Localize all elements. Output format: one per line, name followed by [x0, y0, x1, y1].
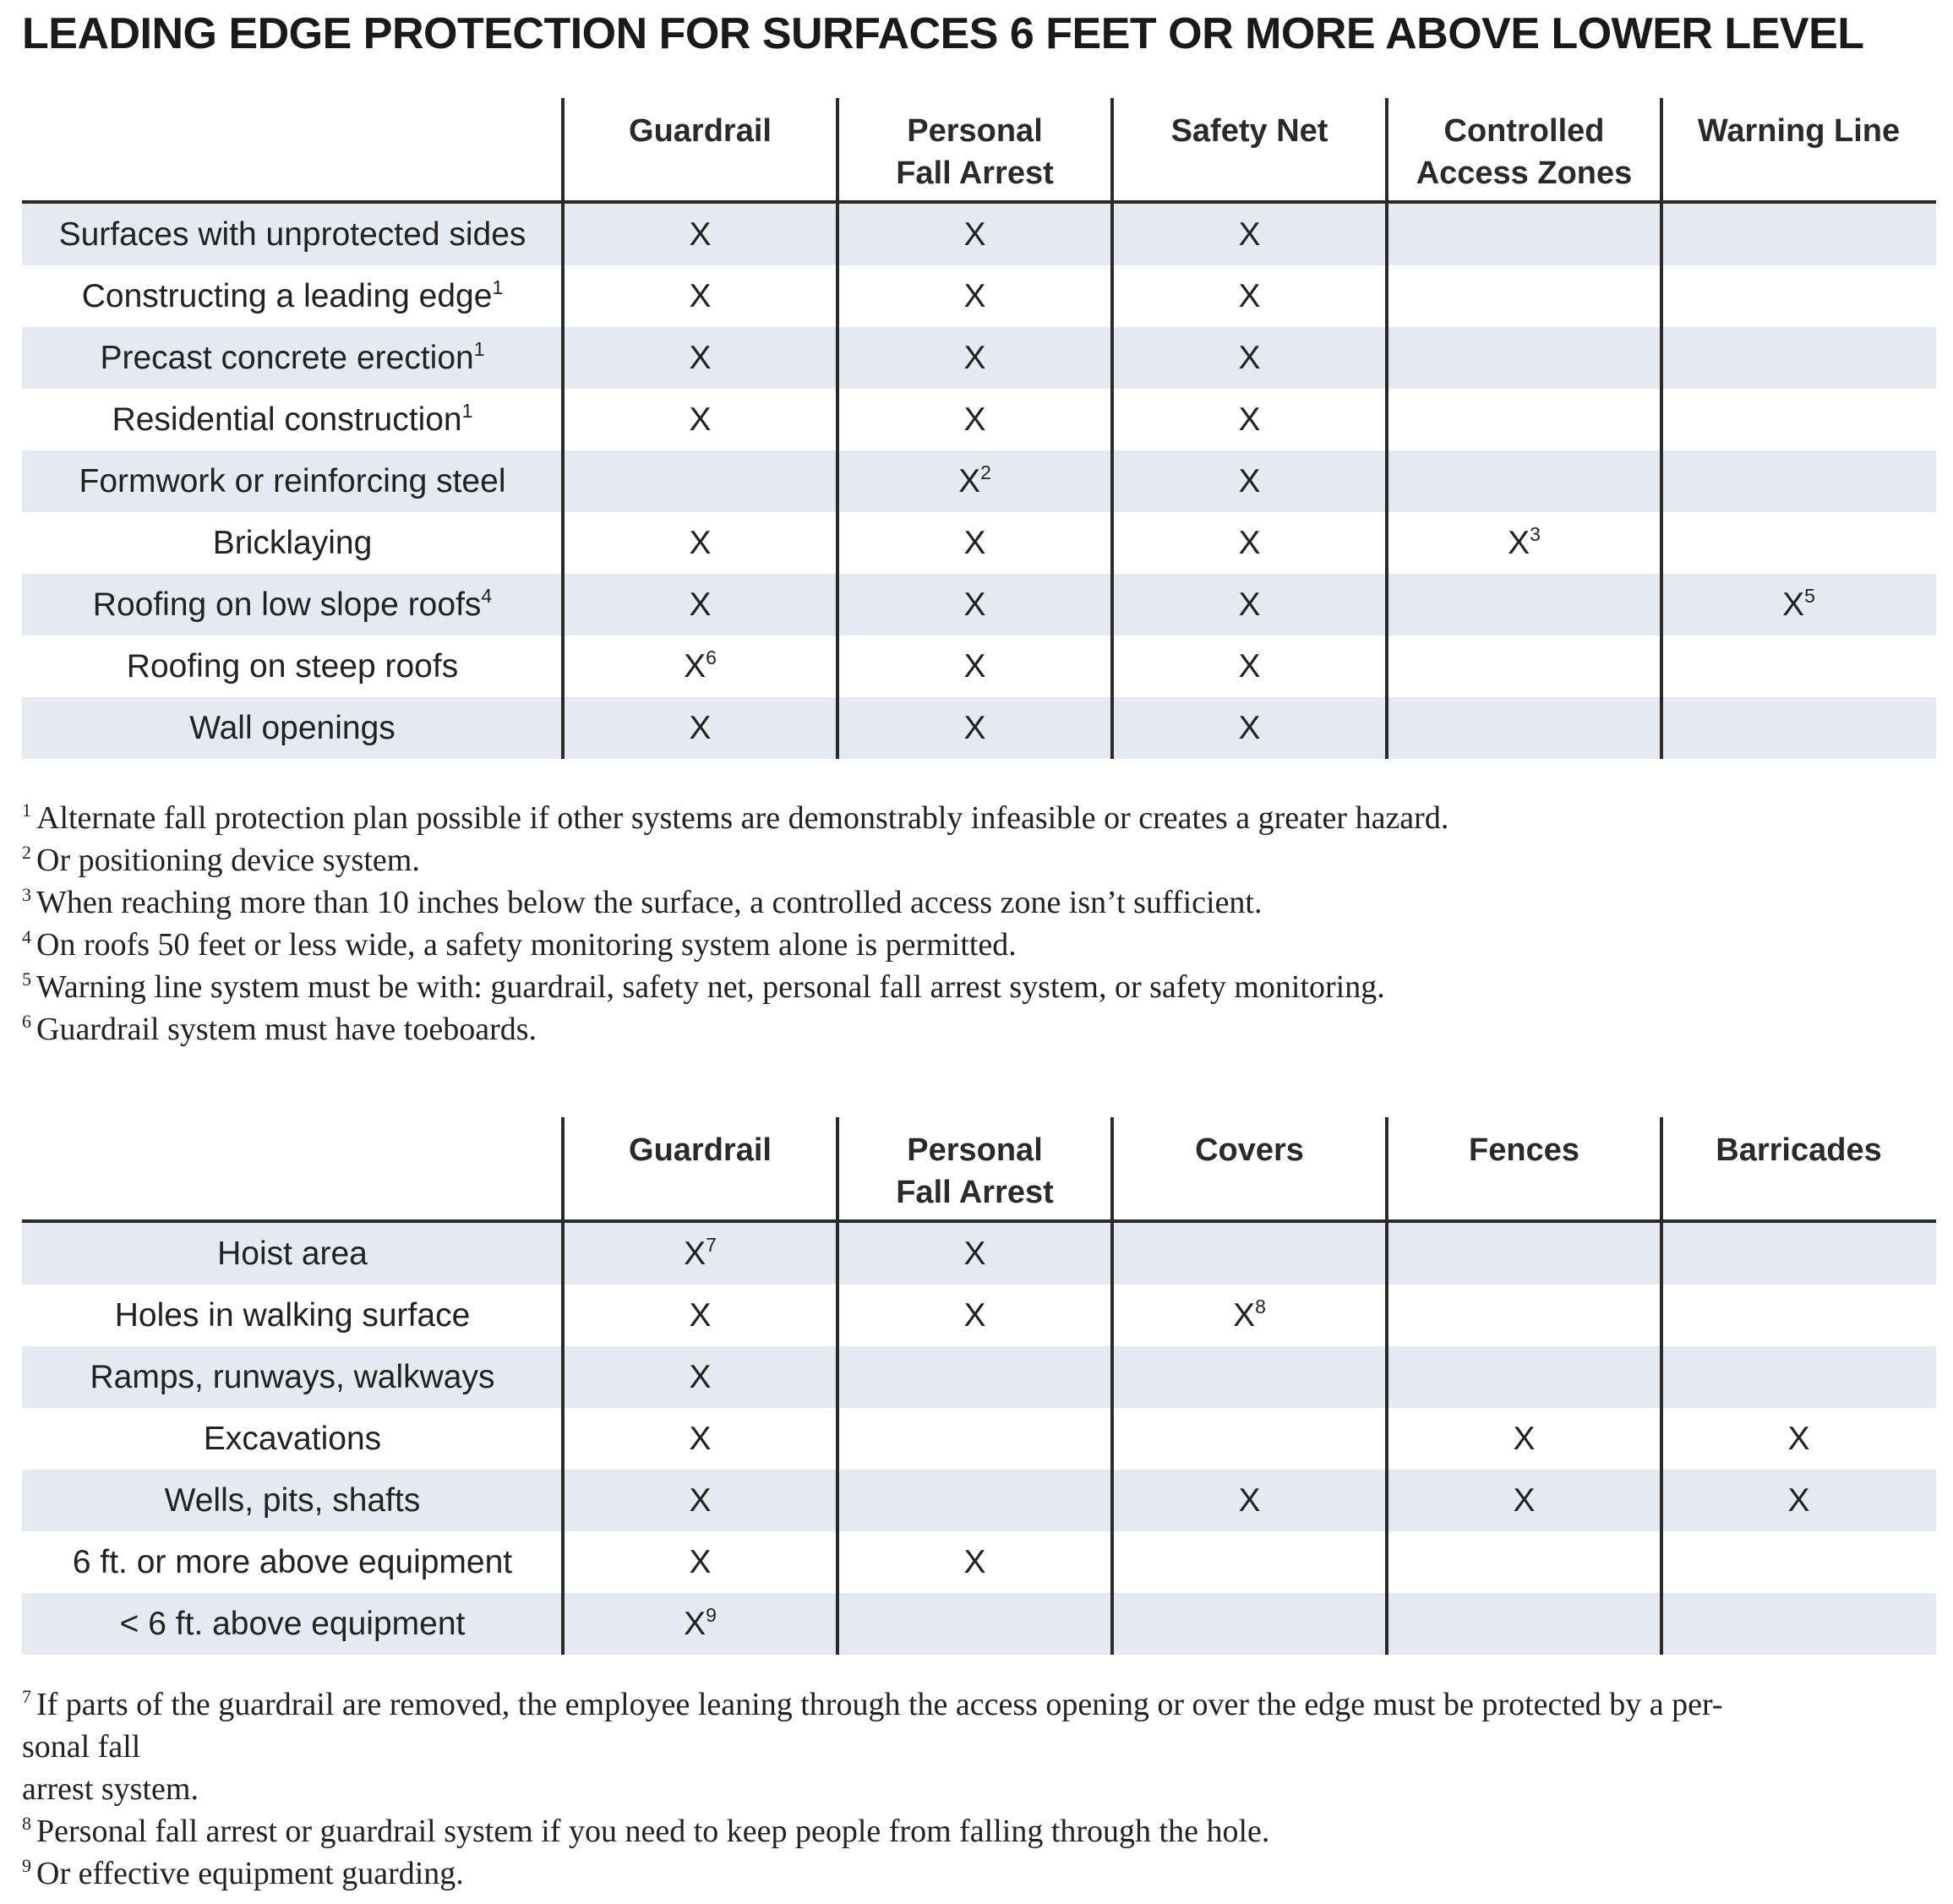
column-divider: [1660, 98, 1663, 759]
protection-table-2: [22, 1117, 1936, 1655]
row-label: Excavations: [203, 1421, 382, 1457]
table-cell: X: [963, 586, 986, 623]
footnote: $^8$ Personal fall arrest or guardrail system if you need to keep people from falling through the hole.: [22, 1813, 1270, 1849]
table-row: [22, 327, 1936, 389]
table-header-row: [22, 98, 1936, 204]
table-cell: X: [1513, 1482, 1536, 1519]
column-header: Personal Fall Arrest: [896, 1132, 1054, 1210]
table-cell: X: [1238, 340, 1261, 376]
table-cell: X: [689, 710, 712, 746]
table-cell: X: [963, 1544, 986, 1580]
table-cell: [1112, 1408, 1387, 1470]
table-cell: [837, 1593, 1112, 1655]
table-cell: [1661, 265, 1936, 327]
table-cell: [1387, 265, 1661, 327]
table-cell: [1387, 204, 1661, 265]
table-cell: X: [1513, 1421, 1536, 1457]
table-cell: X: [963, 1297, 986, 1334]
table-cell: X: [689, 278, 712, 314]
table-cell: $X^2$: [958, 461, 991, 499]
table-cell: $X^8$: [1233, 1296, 1266, 1334]
table-row: [22, 574, 1936, 636]
table-cell: X: [1238, 463, 1261, 499]
table-cell: [1387, 574, 1661, 636]
table-cell: X: [689, 1482, 712, 1519]
table-cell: [837, 1470, 1112, 1531]
column-divider: [1110, 98, 1114, 759]
table-cell: X: [689, 1421, 712, 1457]
row-label: < 6 ft. above equipment: [119, 1606, 466, 1642]
table-row: [22, 450, 1936, 512]
table-cell: X: [1238, 278, 1261, 314]
table-cell: [837, 1408, 1112, 1470]
table-cell: [1112, 1223, 1387, 1285]
footnote: $^7$ If parts of the guardrail are removed, the employee leaning through the access opening or over the edge must be protected by a per- sonal fall arrest system.: [22, 1686, 1723, 1807]
table-cell: [1661, 1223, 1936, 1285]
table-cell: $X^7$: [684, 1234, 717, 1272]
table-cell: X: [689, 340, 712, 376]
table-cell: X: [963, 340, 986, 376]
table-cell: X: [689, 586, 712, 623]
table-body: [22, 1223, 1936, 1655]
table-body: [22, 204, 1936, 759]
table-header-row: [22, 1117, 1936, 1223]
column-header: Guardrail: [629, 113, 772, 149]
table-cell: [1387, 1285, 1661, 1346]
table-row: [22, 512, 1936, 574]
table-cell: [1387, 636, 1661, 697]
table-cell: [1661, 1531, 1936, 1593]
column-divider: [561, 1117, 565, 1655]
table-cell: [1112, 1346, 1387, 1408]
table-cell: [563, 450, 837, 512]
table-cell: $X^5$: [1782, 585, 1815, 623]
table-cell: [1661, 1593, 1936, 1655]
table-cell: [1387, 327, 1661, 389]
table-cell: X: [1238, 401, 1261, 438]
table-cell: [1387, 450, 1661, 512]
table-cell: [1661, 1285, 1936, 1346]
table-cell: [1387, 697, 1661, 759]
footnote: $^1$ Alternate fall protection plan possible if other systems are demonstrably infeasible or creates a greater hazard.: [22, 799, 1449, 836]
column-header: Covers: [1195, 1132, 1304, 1168]
row-label: 6 ft. or more above equipment: [72, 1544, 513, 1580]
table-cell: [1661, 697, 1936, 759]
column-header: Personal Fall Arrest: [896, 113, 1054, 191]
table-cell: X: [1238, 710, 1261, 746]
column-header: Fences: [1469, 1132, 1579, 1168]
footnote: $^3$ When reaching more than 10 inches below the surface, a controlled access zone isn’t sufficient.: [22, 884, 1263, 920]
table-cell: X: [1238, 1482, 1261, 1519]
table-cell: [1661, 1346, 1936, 1408]
column-divider: [1110, 1117, 1114, 1655]
table-cell: X: [689, 401, 712, 438]
table-cell: X: [963, 710, 986, 746]
column-divider: [1385, 1117, 1388, 1655]
footnote: $^5$ Warning line system must be with: guardrail, safety net, personal fall arrest system, or safety monitoring.: [22, 968, 1385, 1005]
footnotes-2: [22, 1683, 1923, 1895]
table-cell: [1661, 512, 1936, 574]
column-header: Warning Line: [1697, 113, 1901, 149]
table-cell: [1112, 1531, 1387, 1593]
table-row: [22, 1593, 1936, 1655]
footnote: $^4$ On roofs 50 feet or less wide, a safety monitoring system alone is permitted.: [22, 926, 1017, 963]
table-row: [22, 1223, 1936, 1285]
column-divider: [1385, 98, 1388, 759]
table-cell: X: [1238, 648, 1261, 685]
table-row: [22, 1408, 1936, 1470]
table-cell: [1661, 450, 1936, 512]
table-cell: X: [963, 1236, 986, 1272]
table-cell: [1661, 204, 1936, 265]
table-cell: [1387, 1346, 1661, 1408]
column-header: Controlled Access Zones: [1416, 113, 1633, 191]
column-header: Barricades: [1716, 1132, 1882, 1168]
table-cell: X: [963, 648, 986, 685]
column-header: Safety Net: [1170, 113, 1328, 149]
table-cell: [1387, 1531, 1661, 1593]
footnote: $^9$ Or effective equipment guarding.: [22, 1855, 464, 1891]
table-cell: [1387, 389, 1661, 450]
table-cell: [1661, 327, 1936, 389]
row-label: Wall openings: [189, 710, 396, 746]
table-row: [22, 1531, 1936, 1593]
column-divider: [1660, 1117, 1663, 1655]
table-cell: X: [963, 401, 986, 438]
table-cell: X: [1238, 525, 1261, 561]
table-cell: X: [963, 216, 986, 253]
row-label: Hoist area: [217, 1236, 368, 1272]
table-cell: [1661, 636, 1936, 697]
page-title: LEADING EDGE PROTECTION FOR SURFACES 6 FEET OR MORE ABOVE LOWER LEVEL: [22, 9, 1864, 58]
row-label: Holes in walking surface: [114, 1297, 471, 1334]
table-row: [22, 389, 1936, 450]
table-cell: [1387, 1593, 1661, 1655]
table-cell: X: [689, 525, 712, 561]
table-cell: $X^3$: [1508, 523, 1541, 561]
table-cell: X: [963, 278, 986, 314]
row-label: Roofing on low slope roofs$^4$: [92, 585, 493, 623]
table-cell: X: [1787, 1421, 1810, 1457]
table-row: [22, 697, 1936, 759]
table-cell: X: [1787, 1482, 1810, 1519]
table-cell: [1112, 1593, 1387, 1655]
table-cell: X: [689, 1544, 712, 1580]
table-cell: [1661, 389, 1936, 450]
table-cell: [1387, 1223, 1661, 1285]
row-label: Ramps, runways, walkways: [90, 1359, 495, 1395]
table-cell: $X^9$: [684, 1604, 717, 1642]
table-cell: X: [1238, 586, 1261, 623]
table-row: [22, 265, 1936, 327]
column-divider: [836, 1117, 839, 1655]
column-divider: [561, 98, 565, 759]
table-row: [22, 1285, 1936, 1346]
footnote: $^2$ Or positioning device system.: [22, 842, 420, 878]
row-label: Roofing on steep roofs: [126, 648, 459, 685]
row-label: Residential construction$^1$: [112, 400, 473, 438]
table-cell: X: [689, 1297, 712, 1334]
table-cell: X: [1238, 216, 1261, 253]
row-label: Constructing a leading edge$^1$: [81, 276, 504, 314]
table-row: [22, 1470, 1936, 1531]
column-header: Guardrail: [629, 1132, 772, 1168]
column-divider: [836, 98, 839, 759]
table-row: [22, 204, 1936, 265]
table-cell: X: [689, 1359, 712, 1395]
protection-table-1: [22, 98, 1936, 759]
table-cell: $X^6$: [684, 646, 717, 685]
row-label: Precast concrete erection$^1$: [100, 338, 485, 376]
table-cell: X: [963, 525, 986, 561]
row-label: Wells, pits, shafts: [164, 1482, 421, 1519]
table-cell: [837, 1346, 1112, 1408]
row-label: Surfaces with unprotected sides: [58, 216, 526, 253]
row-label: Formwork or reinforcing steel: [79, 463, 506, 499]
row-label: Bricklaying: [212, 525, 373, 561]
table-row: [22, 636, 1936, 697]
footnote: $^6$ Guardrail system must have toeboards.: [22, 1011, 537, 1047]
table-row: [22, 1346, 1936, 1408]
footnotes-1: [22, 797, 1923, 1050]
table-cell: X: [689, 216, 712, 253]
